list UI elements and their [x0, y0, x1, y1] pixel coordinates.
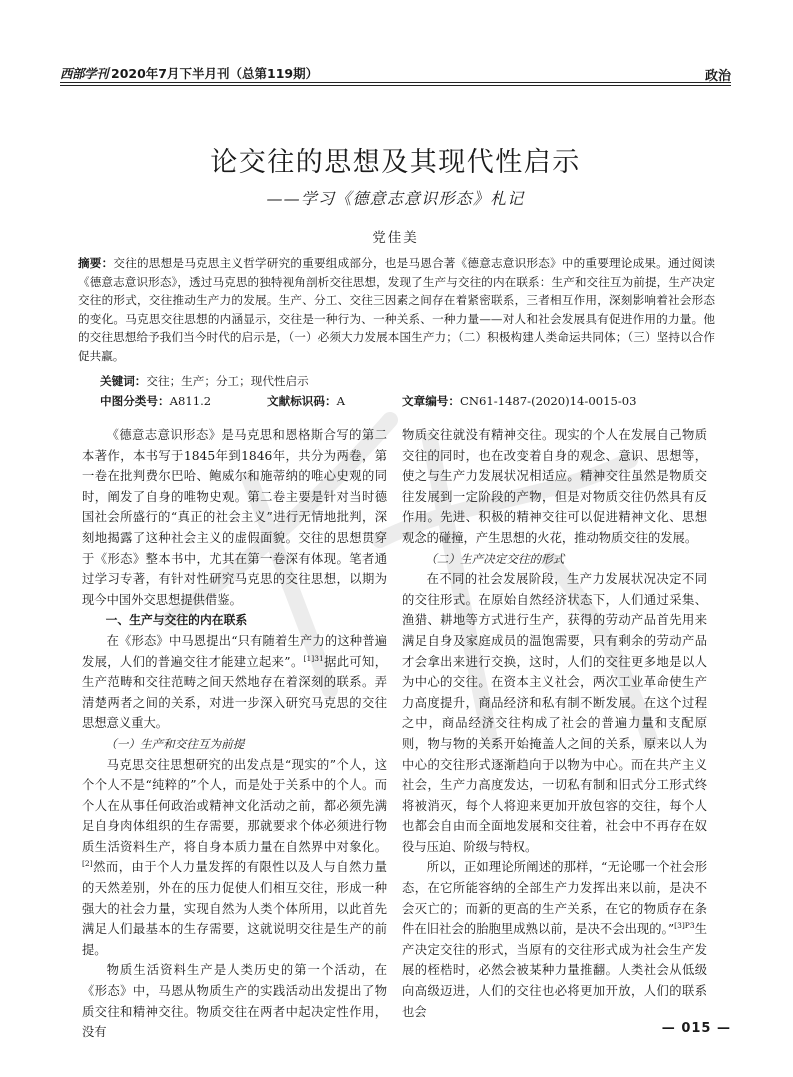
paragraph: 物质生活资料生产是人类历史的第一个活动，在《形态》中，马恩从物质生产的实践活动出发提出了物质交往和精神交往。物质交往在两者中起决定性作用，没有 — [82, 963, 387, 1040]
citation: [3]P3 — [674, 921, 695, 931]
classification-codes — [100, 393, 733, 413]
paragraph-text: 马克思交往思想研究的出发点是“现实的”个人，这个个人不是“纯粹的”个人，而是处于关系中的个人。而个人在从事任何政治或精神文化活动之前，都必须先满足自身肉体组织的生存需要，那就要求个体必须进行物质生活资料生产，将自身本质力量在自然界中对象化。 — [82, 757, 387, 854]
article-number-label: 文章编号： — [402, 394, 460, 408]
header-rule — [60, 82, 731, 83]
article-subtitle: ——学习《德意志意识形态》札记 — [266, 189, 525, 208]
article-number-value: CN61-1487-(2020)14-0015-03 — [459, 394, 637, 408]
abstract — [78, 254, 715, 366]
keywords-label: 关键词： — [100, 374, 147, 388]
paragraph — [402, 857, 707, 1022]
page-number: — 015 — — [661, 1021, 731, 1036]
paragraph: 《德意志意识形态》是马克思和恩格斯合写的第二本著作，本书写于1845年到1846年，共分为两卷，第一卷在批判费尔巴哈、鲍威尔和施蒂纳的唯心史观的同时，阐发了自身的唯物史观。第二卷主要是针对当时德国社会所盛行的“真正的社会主义”进行无情地批判，深刻地揭露了这种社会主义的虚假面貌。交往的思想贯穿于《形态》整本书中，尤其在第一卷深有体现。笔者通过学习专著，有针对性研究马克思的交往思想，以期为现今中国外交思想提供借鉴。 — [82, 428, 387, 607]
doc-value: A — [336, 394, 345, 408]
paragraph-text: 生产决定交往的形式，当原有的交往形式成为社会生产发展的桎梏时，必然会被某种力量推翻。人类社会从低级向高级迈进，人们的交往也必将更加开放，人们的联系也会 — [402, 922, 707, 1019]
article-title: 论交往的思想及其现代性启示 — [210, 147, 581, 178]
abstract-text: 交往的思想是马克思主义哲学研究的重要组成部分，也是马恩合著《德意志意识形态》中的重要理论成果。通过阅读《德意志意识形态》，透过马克思的独特视角剖析交往思想，发现了生产与交往的内在联系：生产和交往互为前提，生产决定交往的形式，交往推动生产力的发展。生产、分工、交往三因素之间存在着紧密联系，三者相互作用，深刻影响着社会形态的变化。马克思交往思想的内涵显示，交往是一种行为、一种关系、一种力量——对人和社会发展具有促进作用的力量。他的交往思想给予我们当今时代的启示是，（一）必须大力发展本国生产力；（二）积极构建人类命运共同体；（三）坚持以合作促共赢。 — [78, 256, 715, 363]
doc-code — [267, 393, 345, 409]
right-column — [402, 425, 707, 1022]
paragraph-text: 所以，正如理论所阐述的那样，“无论哪一个社会形态，在它所能容纳的全部生产力发挥出来以前，是决不会灭亡的；而新的更高的生产关系，在它的物质存在条件在旧社会的胎胞里成熟以前，是决不会出现的。” — [402, 860, 707, 937]
subsection-heading: （一）生产和交往互为前提 — [105, 736, 245, 751]
clc-value: A811.2 — [169, 394, 212, 408]
paragraph-text: 在《形态》中马恩提出“只有随着生产力的这种普遍发展，人们的普遍交往才能建立起来”。 — [82, 633, 387, 669]
issue-info: 2020年7月下半月刊（总第119期） — [111, 66, 319, 81]
journal-name: 西部学刊 — [60, 66, 109, 81]
paragraph — [82, 755, 387, 961]
keywords — [100, 373, 309, 389]
left-column — [82, 425, 387, 1043]
paragraph: 物质交往就没有精神交往。现实的个人在发展自己物质交往的同时，也在改变着自身的观念、意识、思想等，使之与生产力发展状况相适应。精神交往虽然是物质交往发展到一定阶段的产物，但是对物质交往仍然具有反作用。先进、积极的精神交往可以促进精神文化、思想观念的碰撞，产生思想的火花，推动物质交往的发展。 — [402, 428, 707, 545]
subsection-heading: （二）生产决定交往的形式 — [425, 551, 565, 566]
paragraph: 在不同的社会发展阶段，生产力发展状况决定不同的交往形式。在原始自然经济状态下，人们通过采集、渔猎、耕地等方式进行生产，获得的劳动产品首先用来满足自身及家庭成员的温饱需要，只有剩余的劳动产品才会拿出来进行交换，这时，人们的交往更多地是以人为中心的交往。在资本主义社会，两次工业革命使生产力高度提升，商品经济和私有制不断发展。在这个过程之中，商品经济交往构成了社会的普遍力量和支配原则，物与物的关系开始掩盖人之间的关系，原来以人为中心的交往形式逐渐趋向于以物为中心。而在共产主义社会，生产力高度发达，一切私有制和旧式分工形式终将被消灭，每个人将迎来更加开放包容的交往，每个人也都会自由而全面地发展和交往着，社会中不再存在奴役与压迫、阶级与特权。 — [402, 572, 707, 854]
paragraph-text: 据此可知，生产范畴和交往范畴之间天然地存在着深刻的联系。弄清楚两者之间的关系，对进一步深入研究马克思的交往思想意义重大。 — [82, 654, 387, 731]
author-name: 党佳美 — [372, 230, 419, 246]
citation: [2] — [82, 859, 93, 869]
abstract-label: 摘要： — [78, 256, 114, 270]
page-header — [60, 62, 731, 82]
article-number — [402, 393, 637, 409]
doc-label: 文献标识码： — [267, 394, 337, 408]
keywords-text: 交往；生产；分工；现代性启示 — [146, 374, 309, 388]
section-heading: 一、生产与交往的内在联系 — [105, 613, 248, 628]
section-label: 政治 — [704, 69, 731, 84]
journal-info — [60, 64, 318, 82]
clc-label: 中图分类号： — [100, 394, 170, 408]
citation: [1]31 — [303, 653, 324, 663]
paragraph — [82, 631, 387, 734]
clc-code — [100, 393, 211, 409]
header-rule-thin — [60, 85, 731, 86]
paragraph-text: 然而，由于个人力量发挥的有限性以及人与自然力量的天然差别，外在的压力促使人们相互交往，形成一种强大的社会力量，实现自然为人类个体所用，以此首先满足人们最基本的生存需要，这就说明交往是生产的前提。 — [82, 860, 387, 957]
